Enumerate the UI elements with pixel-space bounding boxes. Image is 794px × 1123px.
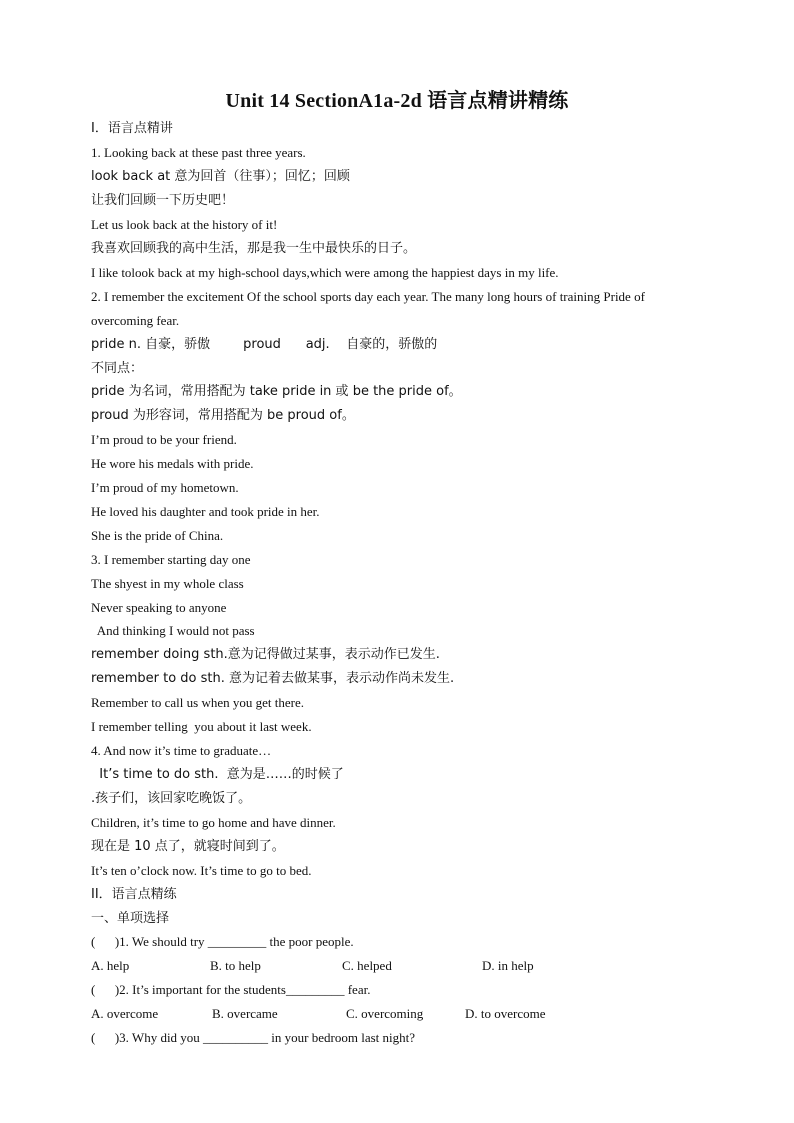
text-line: .孩子们，该回家吃晚饭了。 [91,791,252,806]
point-2-heading: 2. I remember the excitement Of the school sports day each year. The many long hours of training Pride of [91,289,645,304]
text-line: It’s ten o’clock now. It’s time to go to bed. [91,863,312,878]
text-line: I’m proud of my hometown. [91,480,239,495]
q1-option-a: A. help [91,958,130,973]
q2-option-a: A. overcome [91,1006,159,1021]
text-line: I’m proud to be your friend. [91,432,237,447]
page-title: Unit 14 SectionA1a-2d 语言点精讲精练 [225,90,569,112]
question-2: ( )2. It’s important for the students_________ fear. [91,982,371,997]
text-line: He loved his daughter and took pride in her. [91,504,320,519]
q2-option-b: B. overcame [212,1006,278,1021]
text-line: Let us look back at the history of it! [91,217,278,232]
question-3: ( )3. Why did you __________ in your bedroom last night? [91,1030,416,1045]
section-heading-explanation: I．语言点精讲 [91,121,173,136]
q1-option-b: B. to help [210,958,261,973]
q2-option-d: D. to overcome [465,1006,546,1021]
text-line: overcoming fear. [91,313,180,328]
text-line: Remember to call us when you get there. [91,695,304,710]
text-line: 我喜欢回顾我的高中生活，那是我一生中最快乐的日子。 [91,241,417,256]
text-line: The shyest in my whole class [91,576,244,591]
point-1-heading: 1. Looking back at these past three years. [91,145,306,160]
point-3-heading: 3. I remember starting day one [91,552,251,567]
q2-option-c: C. overcoming [346,1006,424,1021]
text-line: pride 为名词，常用搭配为 take pride in 或 be the pride of。 [91,384,462,399]
text-line: look back at 意为回首（往事）；回忆；回顾 [91,169,350,184]
text-line: 不同点： [91,361,144,376]
section-heading-practice: II．语言点精练 [91,887,177,902]
text-line: proud 为形容词，常用搭配为 be proud of。 [91,408,355,423]
text-line: I remember telling you about it last week. [91,719,312,734]
point-4-heading: 4. And now it’s time to graduate… [91,743,272,758]
text-line: I like tolook back at my high-school days,which were among the happiest days in my life. [91,265,559,280]
text-line: It’s time to do sth. 意为是……的时候了 [91,767,344,782]
text-line: He wore his medals with pride. [91,456,254,471]
q1-option-d: D. in help [482,958,534,973]
text-line: 让我们回顾一下历史吧！ [91,193,235,208]
q1-option-c: C. helped [342,958,392,973]
text-line: pride n. 自豪，骄傲 proud adj. 自豪的，骄傲的 [91,337,438,352]
text-line: She is the pride of China. [91,528,224,543]
text-line: Children, it’s time to go home and have dinner. [91,815,336,830]
subsection-heading: 一、单项选择 [91,911,170,926]
text-line: remember to do sth. 意为记着去做某事，表示动作尚未发生. [91,671,455,686]
text-line: remember doing sth.意为记得做过某事，表示动作已发生. [91,647,440,662]
question-1: ( )1. We should try _________ the poor people. [91,934,354,949]
text-line: Never speaking to anyone [91,600,227,615]
text-line: 现在是 10 点了，就寝时间到了。 [91,839,285,854]
text-line: And thinking I would not pass [91,623,255,638]
